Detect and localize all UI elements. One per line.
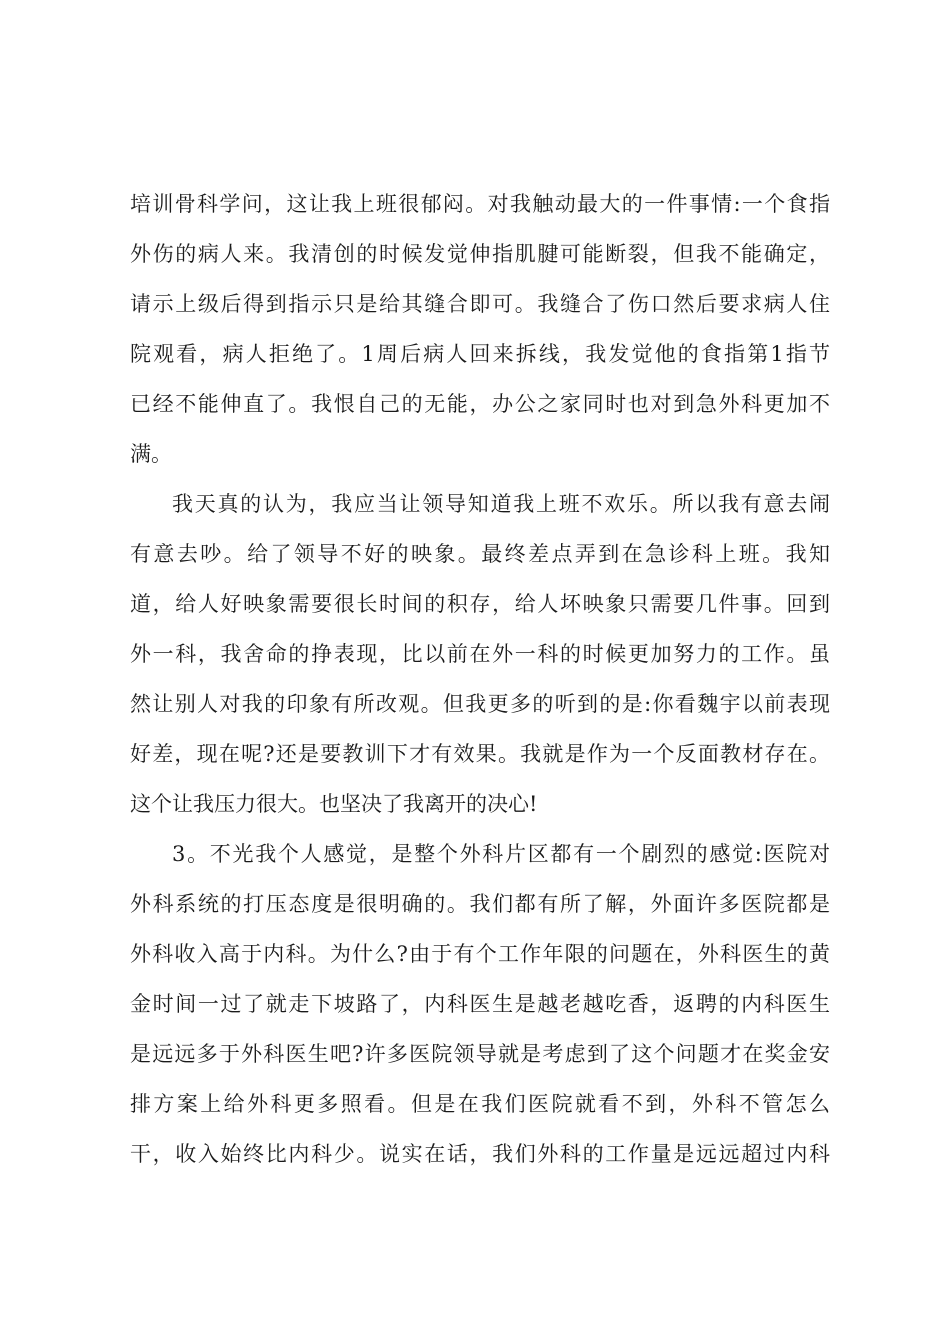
text-line: 然让别人对我的印象有所改观。但我更多的听到的是:你看魏宇以前表现 — [130, 692, 830, 716]
text-line: 好差，现在呢?还是要教训下才有效果。我就是作为一个反面教材存在。 — [130, 742, 830, 766]
text-line: 已经不能伸直了。我恨自己的无能，办公之家同时也对到急外科更加不 — [130, 392, 830, 416]
text-line: 我天真的认为，我应当让领导知道我上班不欢乐。所以我有意去闹 — [172, 492, 830, 516]
text-line: 道，给人好映象需要很长时间的积存，给人坏映象只需要几件事。回到 — [130, 592, 830, 616]
text-line: 金时间一过了就走下坡路了，内科医生是越老越吃香，返聘的内科医生 — [130, 992, 830, 1016]
text-line: 这个让我压力很大。也坚决了我离开的决心! — [130, 792, 538, 816]
text-line: 排方案上给外科更多照看。但是在我们医院就看不到，外科不管怎么 — [130, 1092, 830, 1116]
text-line: 请示上级后得到指示只是给其缝合即可。我缝合了伤口然后要求病人住 — [130, 292, 830, 316]
text-line: 3。不光我个人感觉，是整个外科片区都有一个剧烈的感觉:医院对 — [172, 842, 830, 866]
text-line: 外科系统的打压态度是很明确的。我们都有所了解，外面许多医院都是 — [130, 892, 830, 916]
text-line: 外一科，我舍命的挣表现，比以前在外一科的时候更加努力的工作。虽 — [130, 642, 830, 666]
text-line: 满。 — [130, 442, 172, 466]
text-line: 干，收入始终比内科少。说实在话，我们外科的工作量是远远超过内科 — [130, 1142, 830, 1166]
text-line: 培训骨科学问，这让我上班很郁闷。对我触动最大的一件事情:一个食指 — [130, 192, 830, 216]
text-line: 外科收入高于内科。为什么?由于有个工作年限的问题在，外科医生的黄 — [130, 942, 830, 966]
text-line: 院观看，病人拒绝了。1周后病人回来拆线，我发觉他的食指第1指节 — [130, 342, 830, 366]
text-line: 有意去吵。给了领导不好的映象。最终差点弄到在急诊科上班。我知 — [130, 542, 830, 566]
text-line: 是远远多于外科医生吧?许多医院领导就是考虑到了这个问题才在奖金安 — [130, 1042, 830, 1066]
text-line: 外伤的病人来。我清创的时候发觉伸指肌腱可能断裂，但我不能确定， — [130, 242, 830, 266]
